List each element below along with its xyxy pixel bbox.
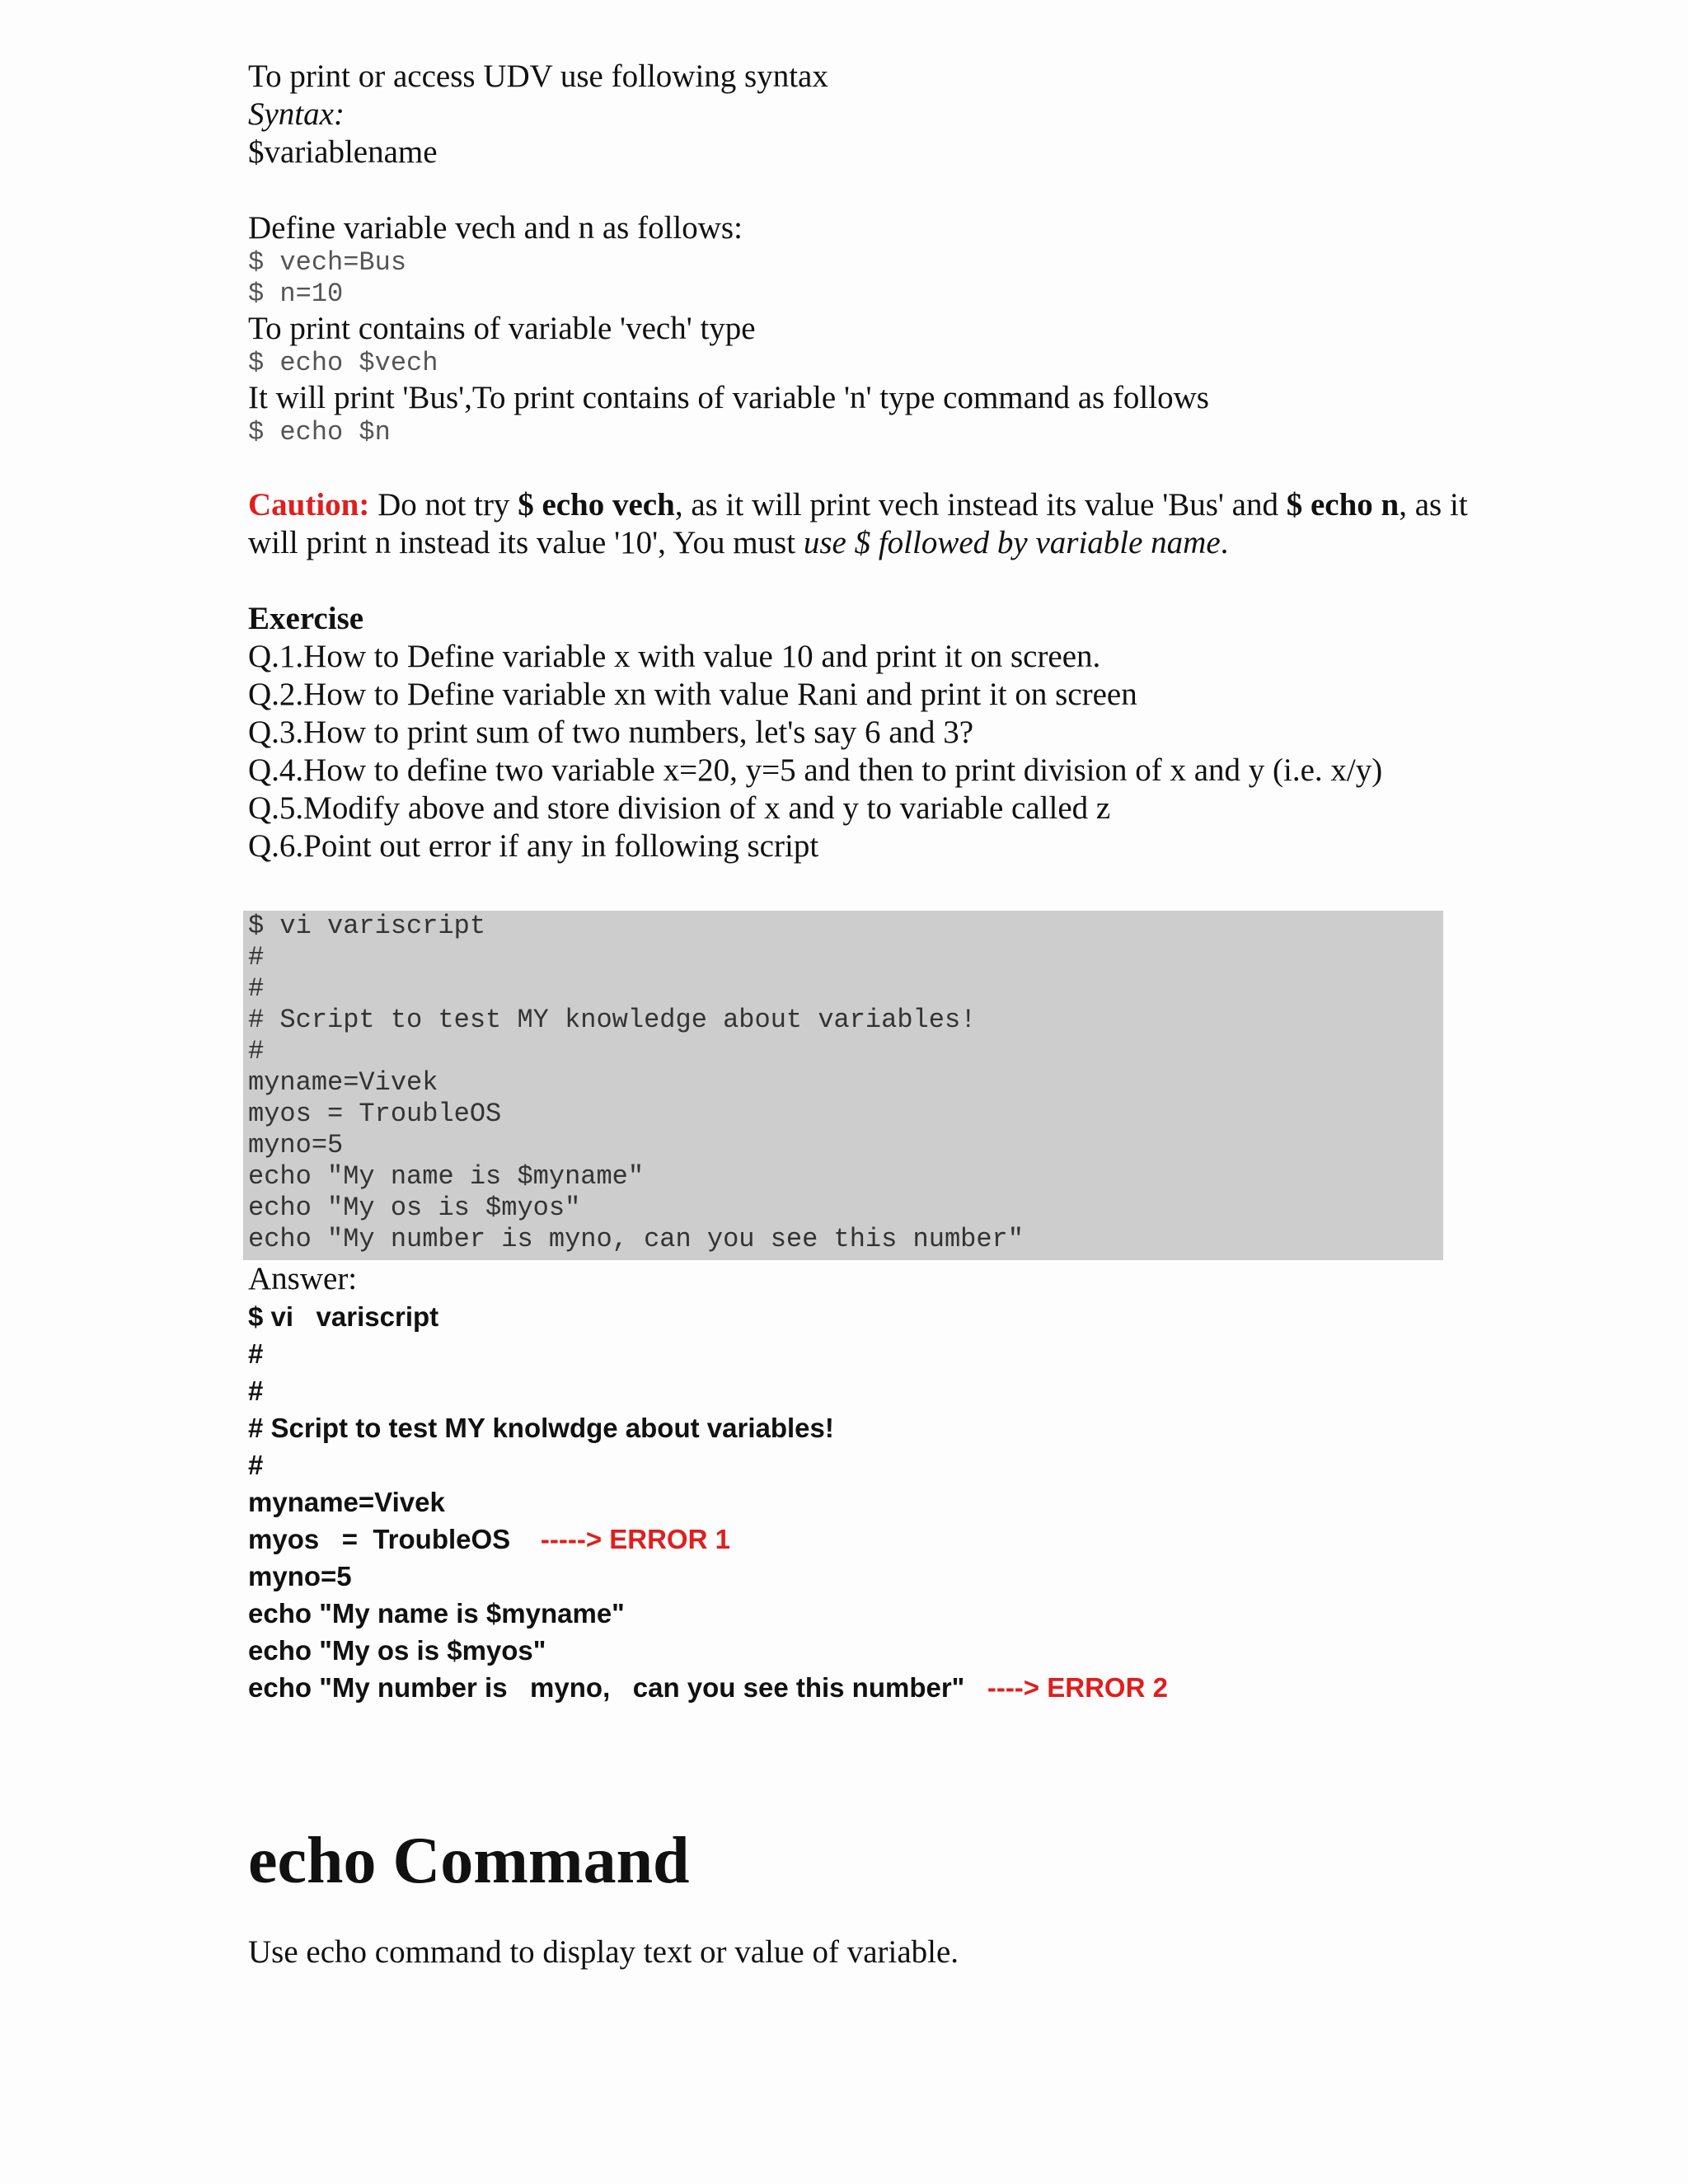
print-n-text: It will print 'Bus',To print contains of variable 'n' type command as follows	[248, 380, 1209, 415]
answer-line-error-2: echo "My number is myno, can you see this number" ----> ERROR 2	[248, 1672, 1168, 1703]
answer-line: echo "My os is $myos"	[248, 1635, 546, 1666]
exercise-question: Q.3.How to print sum of two numbers, let's say 6 and 3?	[248, 715, 974, 750]
answer-line: myno=5	[248, 1561, 352, 1591]
exercise-question: Q.5.Modify above and store division of x and y to variable called z	[248, 790, 1111, 826]
command-line: $ n=10	[248, 279, 344, 309]
echo-command-heading: echo Command	[248, 1825, 690, 1897]
code-line: myos = TroubleOS	[248, 1099, 502, 1129]
caution-paragraph: Caution: Do not try $ echo vech, as it will print vech instead its value 'Bus' and $ echo n, as it will print n instead its value '10', You must use $ followed by variable name.	[248, 487, 1468, 560]
exercise-question: Q.6.Point out error if any in following script	[248, 828, 819, 864]
syntax-text: $variablename	[248, 134, 438, 170]
answer-line: #	[248, 1376, 264, 1406]
intro-line: To print or access UDV use following syntax	[248, 59, 828, 94]
code-line: myname=Vivek	[248, 1067, 438, 1098]
answer-line: # Script to test MY knolwdge about variables!	[248, 1413, 834, 1443]
code-line: myno=5	[248, 1130, 344, 1160]
code-line: echo "My os is $myos"	[248, 1193, 581, 1223]
print-vech-text: To print contains of variable 'vech' type	[248, 311, 756, 346]
answer-line: $ vi variscript	[248, 1301, 439, 1332]
exercise-question: Q.4.How to define two variable x=20, y=5 and then to print division of x and y (i.e. x/y)	[248, 752, 1383, 788]
answer-line-error-1: myos = TroubleOS -----> ERROR 1	[248, 1524, 730, 1554]
code-line: $ vi variscript	[248, 911, 486, 941]
answer-line: echo "My name is $myname"	[248, 1598, 625, 1629]
code-line: echo "My number is myno, can you see this number"	[248, 1224, 1024, 1254]
exercise-question: Q.1.How to Define variable x with value 10 and print it on screen.	[248, 639, 1101, 674]
answer-line: myname=Vivek	[248, 1487, 445, 1517]
exercise-question: Q.2.How to Define variable xn with value Rani and print it on screen	[248, 677, 1137, 712]
command-line: $ vech=Bus	[248, 247, 407, 278]
caution-label: Caution:	[248, 487, 370, 523]
answer-line: #	[248, 1450, 264, 1480]
document-body	[248, 58, 1468, 865]
error-1-marker: -----> ERROR 1	[540, 1524, 730, 1554]
answer-line: #	[248, 1338, 264, 1369]
exercise-title: Exercise	[248, 601, 364, 636]
code-line: #	[248, 1036, 265, 1066]
answer-label: Answer:	[248, 1261, 358, 1296]
syntax-label: Syntax:	[248, 96, 345, 132]
define-text: Define variable vech and n as follows:	[248, 210, 743, 246]
code-line: echo "My name is $myname"	[248, 1161, 645, 1192]
script-code-block	[243, 911, 1443, 1260]
code-line: #	[248, 942, 265, 972]
code-line: # Script to test MY knowledge about variables!	[248, 1005, 977, 1035]
command-line: $ echo $vech	[248, 348, 438, 378]
answer-section	[248, 1260, 1468, 1706]
command-line: $ echo $n	[248, 417, 391, 448]
error-2-marker: ----> ERROR 2	[987, 1672, 1168, 1703]
echo-intro-text: Use echo command to display text or value of variable.	[248, 1934, 959, 1970]
code-line: #	[248, 973, 265, 1004]
